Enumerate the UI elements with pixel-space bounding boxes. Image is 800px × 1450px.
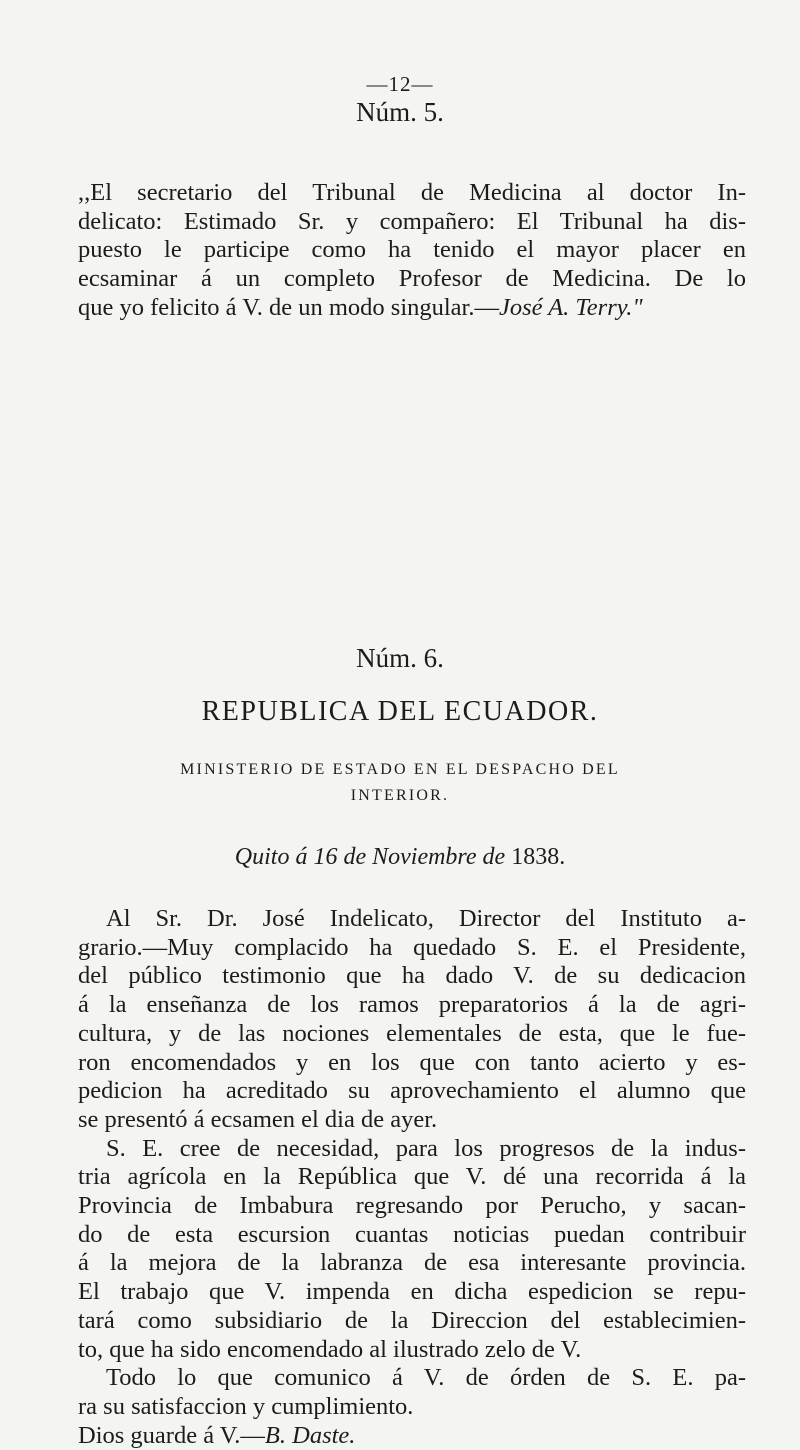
text-line: S. E. cree de necesidad, para los progresos de la indus- [106, 1134, 746, 1162]
text-line: tria agrícola en la República que V. dé una recorrida á la [78, 1163, 746, 1191]
text-line: to, que ha sido encomendado al ilustrado zelo de V. [78, 1335, 582, 1363]
text-line: Todo lo que comunico á V. de órden de S. E. pa- [106, 1364, 746, 1392]
text-line: á la enseñanza de los ramos preparatorios á la de agri- [78, 991, 746, 1019]
text-line: Al Sr. Dr. José Indelicato, Director del Instituto a- [106, 905, 746, 932]
text-line: se presentó á ecsamen el dia de ayer. [78, 1105, 438, 1133]
ministry-header [0, 757, 800, 809]
text-line: á la mejora de la labranza de esa interesante provincia. [78, 1249, 746, 1277]
text-line: cultura, y de las nociones elementales de esta, que le fue- [78, 1019, 746, 1047]
text-line: puesto le participe como ha tenido el mayor placer en [78, 236, 746, 264]
text-line: tará como subsidiario de la Direccion del establecimien- [78, 1306, 746, 1334]
place-date-text: Quito á 16 de Noviembre de [234, 844, 506, 870]
signature-daste: B. Daste. [264, 1421, 356, 1449]
ministry-line: MINISTERIO DE ESTADO EN EL DESPACHO DEL [180, 761, 620, 778]
text-line: ra su satisfaccion y cumplimiento. [78, 1392, 414, 1420]
ministry-line: INTERIOR. [350, 787, 450, 804]
letter-paragraph-1 [78, 905, 746, 1450]
text-line: do de esta escursion cuantas noticias puedan contribuir [78, 1220, 746, 1248]
text-line: delicato: Estimado Sr. y compañero: El Tribunal ha dis- [78, 207, 746, 235]
place-date-line [0, 844, 800, 871]
text-line: Provincia de Imbabura regresando por Perucho, y sacan- [78, 1192, 746, 1220]
text-fragment: que yo felicito á V. de un modo singular.— [78, 293, 499, 321]
closing-line [78, 1422, 746, 1450]
text-line: ron encomendados y en los que con tanto acierto y es- [78, 1048, 746, 1076]
text-line: ,,El secretario del Tribunal de Medicina al doctor In- [78, 179, 746, 206]
text-line: del público testimonio que ha dado V. de su dedicacion [78, 962, 746, 990]
closing-text: Dios guarde á V.— [78, 1421, 265, 1449]
text-line-with-signature [78, 294, 746, 323]
text-line: pedicion ha acreditado su aprovechamiento el alumno que [78, 1077, 746, 1105]
text-line: grario.—Muy complacido ha quedado S. E. el Presidente, [78, 933, 746, 961]
republic-title: REPUBLICA DEL ECUADOR. [201, 696, 599, 727]
signature-terry: José A. Terry." [499, 293, 643, 321]
section-6-heading: Núm. 6. [356, 643, 444, 673]
section-5-letter [78, 179, 746, 323]
section-5-heading: Núm. 5. [356, 97, 444, 127]
text-line: El trabajo que V. impenda en dicha espedicion se repu- [78, 1278, 746, 1306]
page-number: —12— [366, 72, 434, 96]
place-date-year: 1838. [511, 844, 566, 870]
text-line: ecsaminar á un completo Profesor de Medicina. De lo [78, 265, 746, 293]
